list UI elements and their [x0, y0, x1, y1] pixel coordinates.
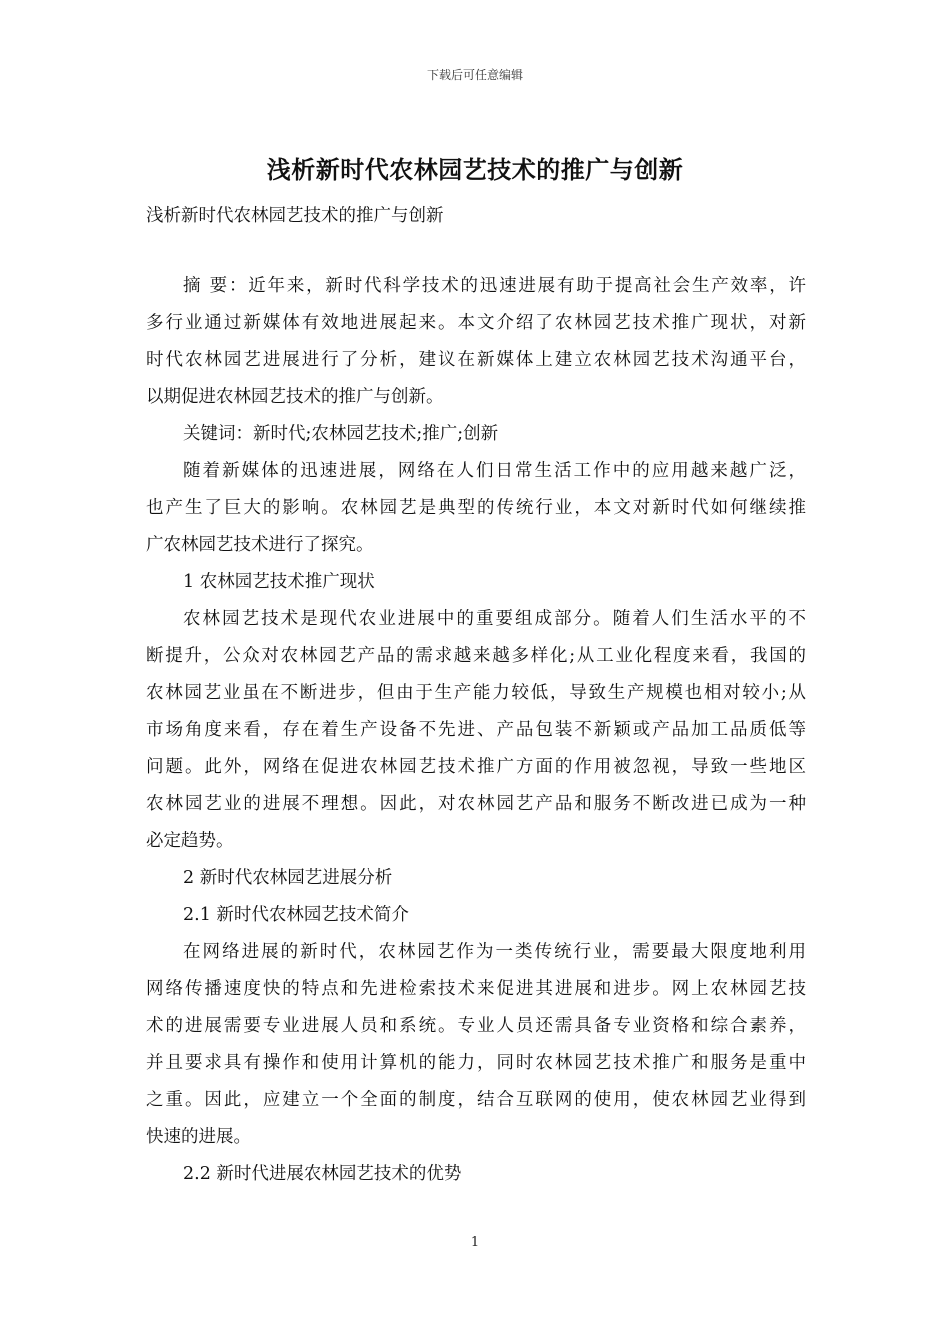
- page-number: 1: [470, 1235, 480, 1250]
- document-title: 浅析新时代农林园艺技术的推广与创新: [266, 156, 684, 184]
- section-1-line: 断提升，公众对农林园艺产品的需求越来越多样化;从工业化程度来看，我国的: [146, 646, 806, 666]
- abstract-line: 多行业通过新媒体有效地进展起来。本文介绍了农林园艺技术推广现状，对新: [146, 313, 806, 333]
- section-2-2-heading: 2.2 新时代进展农林园艺技术的优势: [183, 1164, 462, 1184]
- subtitle: 浅析新时代农林园艺技术的推广与创新: [146, 206, 444, 226]
- section-1-line: 问题。此外，网络在促进农林园艺技术推广方面的作用被忽视，导致一些地区: [146, 757, 806, 777]
- intro-line: 广农林园艺技术进行了探究。: [146, 535, 374, 555]
- abstract-line: 摘 要：近年来，新时代科学技术的迅速进展有助于提高社会生产效率，许: [183, 276, 806, 296]
- section-1-line: 农林园艺业虽在不断进步，但由于生产能力较低，导致生产规模也相对较小;从: [146, 683, 806, 703]
- abstract-line: 时代农林园艺进展进行了分析，建议在新媒体上建立农林园艺技术沟通平台，: [146, 350, 806, 370]
- section-2-1-heading: 2.1 新时代农林园艺技术简介: [183, 905, 409, 925]
- page-header-note: 下载后可任意编辑: [426, 68, 523, 82]
- abstract-line: 以期促进农林园艺技术的推广与创新。: [146, 387, 444, 407]
- section-2-1-line: 网络传播速度快的特点和先进检索技术来促进其进展和进步。网上农林园艺技: [146, 979, 806, 999]
- intro-line: 随着新媒体的迅速进展，网络在人们日常生活工作中的应用越来越广泛，: [183, 461, 806, 481]
- section-1-line: 必定趋势。: [146, 831, 234, 851]
- intro-line: 也产生了巨大的影响。农林园艺是典型的传统行业，本文对新时代如何继续推: [146, 498, 806, 518]
- section-1-heading: 1 农林园艺技术推广现状: [183, 572, 375, 592]
- document-body: [146, 198, 806, 1193]
- section-2-1-line: 术的进展需要专业进展人员和系统。专业人员还需具备专业资格和综合素养，: [146, 1016, 806, 1036]
- section-1-line: 农林园艺业的进展不理想。因此，对农林园艺产品和服务不断改进已成为一种: [146, 794, 806, 814]
- section-1-line: 农林园艺技术是现代农业进展中的重要组成部分。随着人们生活水平的不: [183, 609, 806, 629]
- keywords: 关键词：新时代;农林园艺技术;推广;创新: [183, 424, 499, 444]
- section-2-1-line: 在网络进展的新时代，农林园艺作为一类传统行业，需要最大限度地利用: [183, 942, 806, 962]
- spacer: [146, 235, 806, 268]
- section-2-1-line: 快速的进展。: [146, 1127, 251, 1147]
- section-2-1-line: 并且要求具有操作和使用计算机的能力，同时农林园艺技术推广和服务是重中: [146, 1053, 806, 1073]
- section-2-1-line: 之重。因此，应建立一个全面的制度，结合互联网的使用，使农林园艺业得到: [146, 1090, 806, 1110]
- section-1-line: 市场角度来看，存在着生产设备不先进、产品包装不新颖或产品加工品质低等: [146, 720, 806, 740]
- section-2-heading: 2 新时代农林园艺进展分析: [183, 868, 393, 888]
